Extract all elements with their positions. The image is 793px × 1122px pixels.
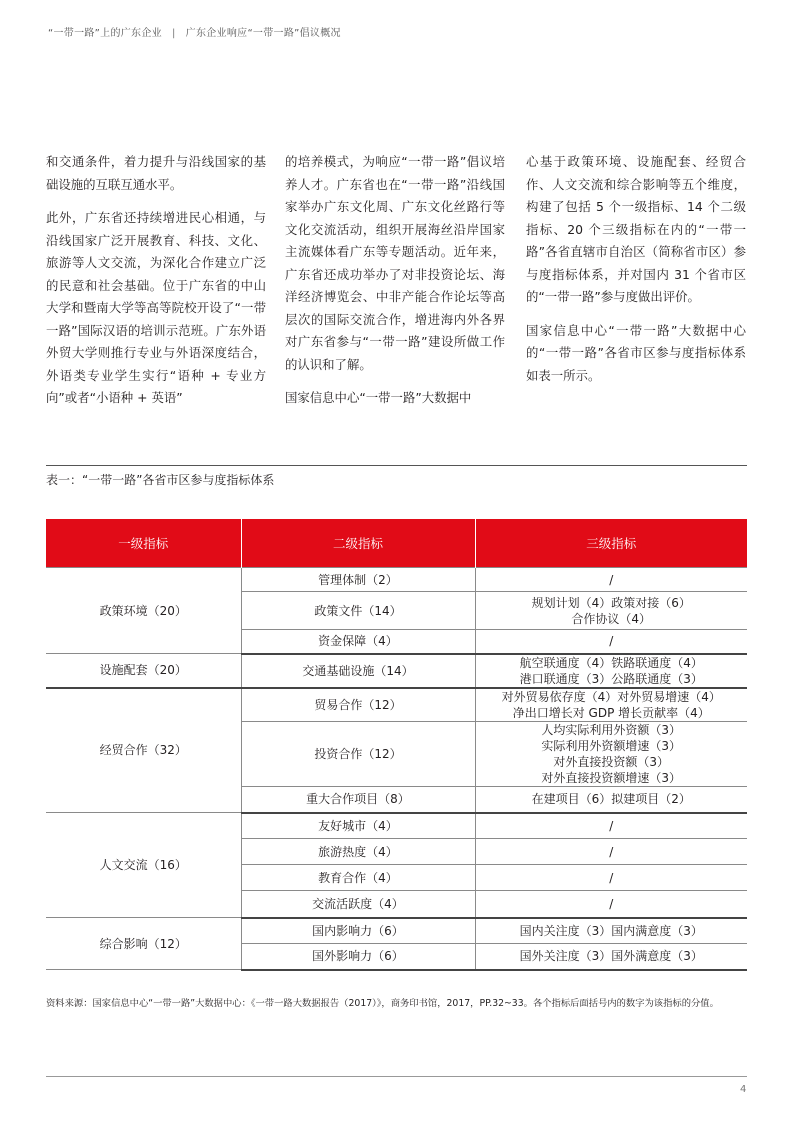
level2-cell: 资金保障（4） — [241, 630, 475, 654]
level3-line: / — [609, 870, 614, 885]
table-row — [46, 654, 747, 688]
level3-line: / — [609, 818, 614, 833]
paragraph: 国家信息中心“一带一路”大数据中 — [285, 390, 472, 405]
level3-line: / — [609, 572, 614, 587]
header-separator: | — [171, 28, 176, 39]
level3-cell — [475, 688, 747, 722]
level3-line: 国内关注度（3）国内满意度（3） — [519, 923, 703, 938]
level3-line: 规划计划（4）政策对接（6） — [531, 595, 691, 610]
indicator-table — [46, 519, 747, 971]
text-column-2 — [285, 151, 505, 421]
header-level2: 二级指标 — [241, 519, 475, 568]
level2-cell: 旅游热度（4） — [241, 839, 475, 865]
level3-line: 对外直接投资额增速（3） — [541, 771, 682, 785]
table-row — [46, 813, 747, 839]
table-title: 表一：“一带一路”各省市区参与度指标体系 — [46, 473, 275, 487]
level2-cell: 管理体制（2） — [241, 568, 475, 592]
level2-cell: 贸易合作（12） — [241, 688, 475, 722]
paragraph: 的培养模式，为响应“一带一路”倡议培养人才。广东省也在“一带一路”沿线国家举办广东文化周、广东文化丝路行等文化交流活动，组织开展海丝沿岸国家主流媒体看广东等专题活动。近年来，广东省还成功举办了对非投资论坛、海洋经济博览会、中非产能合作论坛等高层次的国际交流合作，增进海内外各界对广东省参与“一带一路”建设所做工作的认识和了解。 — [285, 154, 505, 372]
level3-line: 合作协议（4） — [571, 611, 652, 626]
level2-cell: 交通基础设施（14） — [241, 654, 475, 688]
level3-line: 航空联通度（4）铁路联通度（4） — [519, 655, 703, 670]
header-level3: 三级指标 — [475, 519, 747, 568]
level2-cell: 交流活跃度（4） — [241, 891, 475, 918]
level3-cell — [475, 839, 747, 865]
table-row — [46, 688, 747, 722]
header-left: “一带一路”上的广东企业 — [48, 28, 162, 39]
level3-cell — [475, 630, 747, 654]
level2-cell: 政策文件（14） — [241, 592, 475, 630]
level1-cell: 经贸合作（32） — [46, 688, 241, 813]
level1-cell: 人文交流（16） — [46, 813, 241, 918]
level3-cell — [475, 787, 747, 813]
level3-cell — [475, 722, 747, 787]
level3-line: 在建项目（6）拟建项目（2） — [531, 792, 691, 807]
level1-cell: 综合影响（12） — [46, 918, 241, 970]
table-row — [46, 918, 747, 944]
level3-line: 港口联通度（3）公路联通度（3） — [519, 671, 703, 686]
level3-line: / — [609, 634, 614, 649]
table-header-row — [46, 519, 747, 568]
text-column-3 — [526, 151, 746, 398]
paragraph: 心基于政策环境、设施配套、经贸合作、人文交流和综合影响等五个维度，构建了包括 5 个一级指标、14 个二级指标、20 个三级指标在内的“一带一路”各省直辖市自治区（简称省市区）参与度指标体系，并对国内 31 个省市区的“一带一路”参与度做出评价。 — [526, 154, 746, 304]
level2-cell: 投资合作（12） — [241, 722, 475, 787]
header-right: 广东企业响应“一带一路”倡议概况 — [185, 28, 341, 39]
level3-cell — [475, 654, 747, 688]
level3-cell — [475, 944, 747, 970]
level3-cell — [475, 918, 747, 944]
table-row — [46, 568, 747, 592]
level1-cell: 设施配套（20） — [46, 654, 241, 688]
level3-cell — [475, 568, 747, 592]
level3-line: 实际利用外资额增速（3） — [541, 739, 682, 753]
level3-line: 对外直接投资额（3） — [553, 755, 670, 769]
page-number: 4 — [740, 1084, 747, 1095]
level3-cell — [475, 592, 747, 630]
source-note: 资料来源：国家信息中心“一带一路”大数据中心：《一带一路大数据报告（2017）》，商务印书馆，2017，PP.32~33。各个指标后面括号内的数字为该指标的分值。 — [46, 998, 719, 1009]
level3-line: 国外关注度（3）国外满意度（3） — [519, 949, 703, 964]
paragraph: 国家信息中心“一带一路”大数据中心的“一带一路”各省市区参与度指标体系如表一所示。 — [526, 322, 746, 383]
level3-line: 对外贸易依存度（4）对外贸易增速（4） — [501, 689, 721, 704]
level2-cell: 友好城市（4） — [241, 813, 475, 839]
paragraph: 和交通条件，着力提升与沿线国家的基础设施的互联互通水平。 — [46, 154, 266, 192]
level3-cell — [475, 865, 747, 891]
footer-rule — [46, 1076, 747, 1077]
table-top-rule — [46, 465, 747, 466]
level2-cell: 国外影响力（6） — [241, 944, 475, 970]
level3-line: / — [609, 896, 614, 911]
level2-cell: 国内影响力（6） — [241, 918, 475, 944]
header-level1: 一级指标 — [46, 519, 241, 568]
text-column-1 — [46, 151, 266, 421]
level3-cell — [475, 813, 747, 839]
paragraph: 此外，广东省还持续增进民心相通，与沿线国家广泛开展教育、科技、文化、旅游等人文交流，为深化合作建立广泛的民意和社会基础。位于广东省的中山大学和暨南大学等高等院校开设了“一带一路”国际汉语的培训示范班。广东外语外贸大学则推行专业与外语深度结合，外语类专业学生实行“语种 + 专业方向”或者“小语种 + 英语” — [46, 210, 266, 405]
level3-line: 净出口增长对 GDP 增长贡献率（4） — [512, 705, 710, 720]
level2-cell: 重大合作项目（8） — [241, 787, 475, 813]
level3-line: / — [609, 844, 614, 859]
running-header — [48, 24, 341, 39]
level3-cell — [475, 891, 747, 918]
level1-cell: 政策环境（20） — [46, 568, 241, 654]
level2-cell: 教育合作（4） — [241, 865, 475, 891]
level3-line: 人均实际利用外资额（3） — [541, 723, 682, 737]
